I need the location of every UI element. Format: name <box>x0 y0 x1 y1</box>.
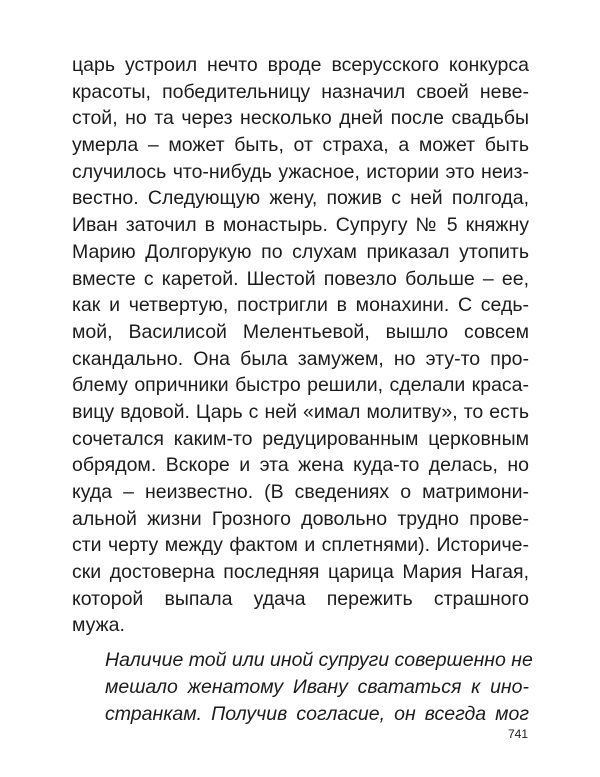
text-line: вицу вдовой. Царь с ней «имал молитву», то есть <box>72 400 529 423</box>
quote-line: мешало женатому Ивану свататься к ино- <box>105 675 529 698</box>
text-line: Иван заточил в монастырь. Супругу № 5 княжну <box>72 214 529 237</box>
text-line: сочетался каким-то редуцированным церковным <box>72 427 529 450</box>
text-line: вестно. Следующую жену, пожив с ней полгода, <box>72 187 529 210</box>
text-line: обрядом. Вскоре и эта жена куда-то делась, но <box>72 454 529 477</box>
text-line: сти черту между фактом и сплетнями). Историче- <box>72 534 529 557</box>
text-line: красоты, победительницу назначил своей неве- <box>72 80 529 103</box>
text-line: случилось что-нибудь ужасное, истории это неиз- <box>72 160 529 183</box>
text-line: ски достоверна последняя царица Мария Нагая, <box>72 561 529 584</box>
text-line: блему опричники быстро решили, сделали краса- <box>72 374 529 397</box>
book-page <box>72 52 533 727</box>
text-line: как и четвертую, постригли в монахини. С седь- <box>72 294 529 317</box>
quote-line: странкам. Получив согласие, он всегда мог <box>105 702 529 725</box>
text-line: Марию Долгорукую по слухам приказал утопить <box>72 240 529 263</box>
text-line: мой, Василисой Мелентьевой, вышло совсем <box>72 320 529 343</box>
text-line: царь устроил нечто вроде всерусского конкурса <box>72 54 529 76</box>
text-line: мужа. <box>72 614 125 637</box>
italic-quote-paragraph <box>72 647 533 727</box>
text-line: стой, но та через несколько дней после свадьбы <box>72 107 529 130</box>
text-line: которой выпала удача пережить страшного <box>72 587 529 610</box>
text-line: альной жизни Грозного довольно трудно прове- <box>72 507 529 530</box>
text-line: куда – неизвестно. (В сведениях о матримони- <box>72 481 529 503</box>
text-line: вместе с каретой. Шестой повезло больше – ее, <box>72 267 529 290</box>
text-line: умерла – может быть, от страха, а может быть <box>72 134 529 157</box>
body-paragraph <box>72 52 529 639</box>
quote-line: Наличие той или иной супруги совершенно не <box>105 649 533 672</box>
page-number: 741 <box>508 727 529 741</box>
text-line: скандально. Она была замужем, но эту-то про- <box>72 347 529 370</box>
